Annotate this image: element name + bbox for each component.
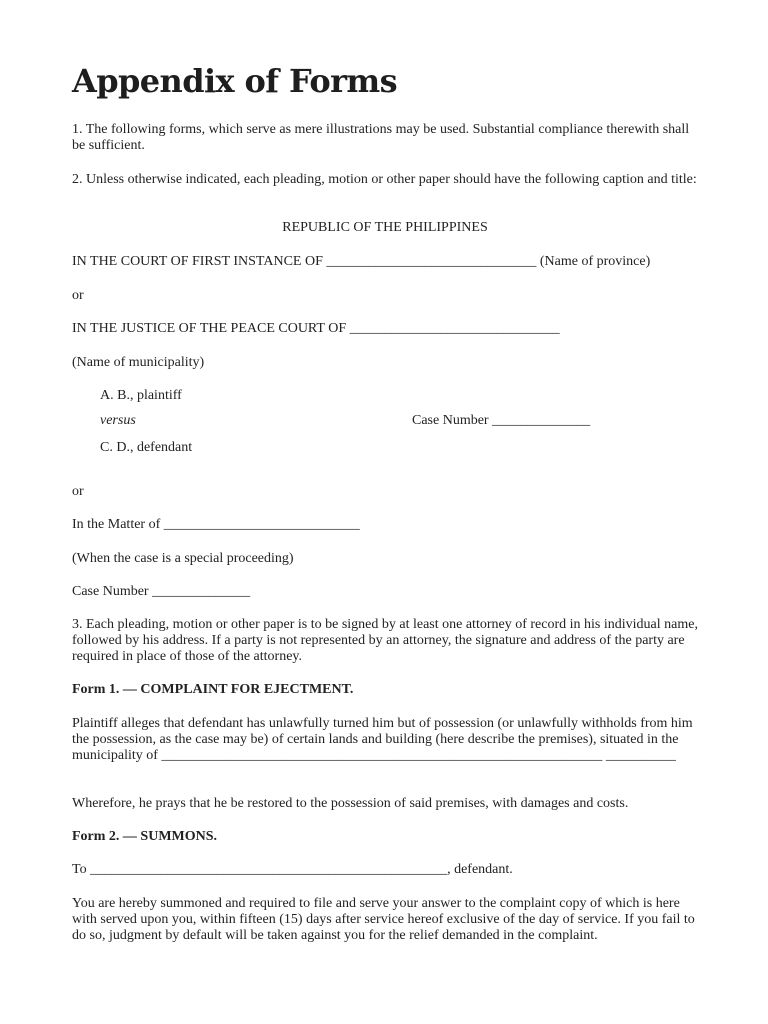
caption-in-the-matter: In the Matter of ____________________________ bbox=[72, 517, 360, 532]
paragraph-2: 2. Unless otherwise indicated, each pleading, motion or other paper should have the following caption and title: bbox=[72, 172, 697, 187]
form-2-body: You are hereby summoned and required to file and serve your answer to the complaint copy of which is here with served upon you, within fifteen (15) days after service hereof exclusive of the day of service. If you fail to do so, judgment by default will be taken against you for the relief demanded in the complaint. bbox=[72, 896, 695, 943]
caption-republic: REPUBLIC OF THE PHILIPPINES bbox=[282, 220, 488, 235]
form-1-body: Plaintiff alleges that defendant has unlawfully turned him but of possession (or unlawfully withholds from him the possession, as the case may be) of certain lands and building (here describe the premises), situated in the municipality of _______________________________________________________________ __________ bbox=[72, 716, 693, 763]
caption-case-number-right: Case Number ______________ bbox=[412, 413, 591, 428]
caption-case-number-left: Case Number ______________ bbox=[72, 584, 251, 599]
caption-or-2: or bbox=[72, 484, 84, 499]
caption-versus: versus bbox=[100, 413, 136, 428]
caption-name-municipality: (Name of municipality) bbox=[72, 355, 205, 370]
caption-court-justice-peace: IN THE JUSTICE OF THE PEACE COURT OF ______________________________ bbox=[72, 321, 560, 336]
form-1-title: Form 1. — COMPLAINT FOR EJECTMENT. bbox=[72, 682, 354, 697]
caption-plaintiff: A. B., plaintiff bbox=[100, 388, 182, 403]
form-2-title: Form 2. — SUMMONS. bbox=[72, 829, 218, 844]
caption-or-1: or bbox=[72, 288, 84, 303]
caption-defendant: C. D., defendant bbox=[100, 440, 193, 455]
caption-special-proceeding: (When the case is a special proceeding) bbox=[72, 551, 294, 566]
paragraph-1: 1. The following forms, which serve as mere illustrations may be used. Substantial compliance therewith shall be sufficient. bbox=[72, 122, 690, 153]
caption-court-first-instance: IN THE COURT OF FIRST INSTANCE OF ______________________________ (Name of province) bbox=[72, 254, 651, 269]
page-title: Appendix of Forms bbox=[72, 62, 398, 100]
form-1-prayer: Wherefore, he prays that he be restored to the possession of said premises, with damages and costs. bbox=[72, 796, 629, 811]
paragraph-3: 3. Each pleading, motion or other paper is to be signed by at least one attorney of record in his individual name, followed by his address. If a party is not represented by an attorney, the signature and address of the party are required in place of those of the attorney. bbox=[72, 617, 698, 664]
form-2-to: To ___________________________________________________, defendant. bbox=[72, 862, 513, 877]
